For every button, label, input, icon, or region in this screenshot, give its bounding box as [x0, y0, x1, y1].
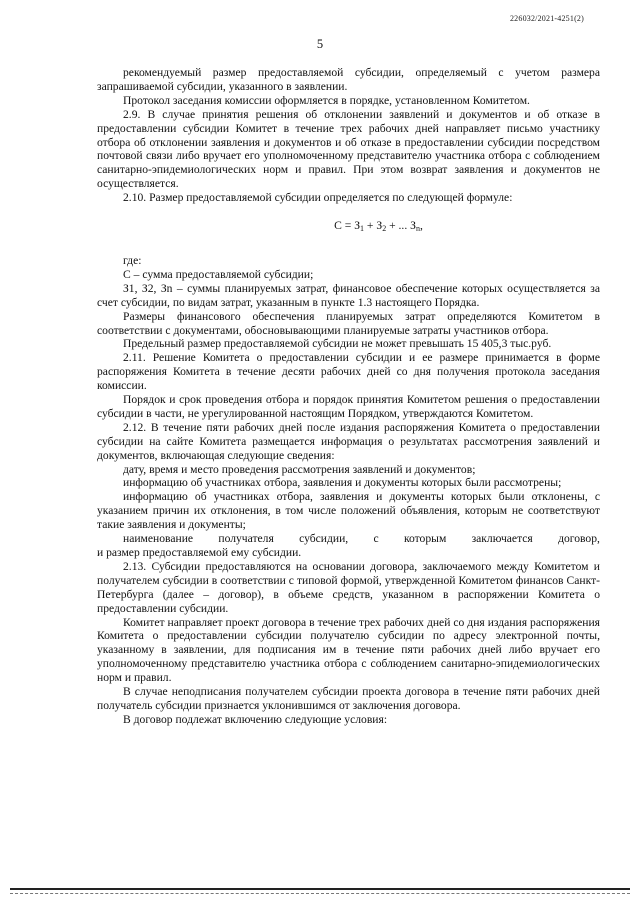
page-number: 5 [316, 37, 324, 51]
paragraph: 2.9. В случае принятия решения об отклонении заявлений и документов и об отказе в предоставлении субсидии Комитет в течение трех рабочих дней направляет письмо участнику отбора об отклонении заявления и документов и об отказе в предоставлении субсидии посредством почтовой связи либо вручает его уполномоченному представителю участника отбора с соблюдением санитарно-эпидемиологических норм и правил. При этом возврат заявления и документов не осуществляется. [97, 107, 600, 191]
word: получателя [218, 532, 274, 546]
paragraph: В случае неподписания получателем субсидии проекта договора в течение пяти рабочих дней получатель субсидии признается уклонившимся от заключения договора. [97, 685, 600, 712]
word: заключается [471, 532, 533, 546]
paragraph: где: [123, 253, 142, 267]
scan-edge-line [10, 893, 630, 894]
paragraph: 2.12. В течение пяти рабочих дней после издания распоряжения Комитета о предоставлении субсидии на сайте Комитета размещается информация о результатах рассмотрения заявлений и документов, включающая следующие сведения: [97, 420, 600, 462]
spread-line [97, 532, 600, 546]
formula-part: + ... З [386, 219, 416, 233]
paragraph-tail: и размер предоставляемой ему субсидии. [97, 546, 302, 559]
scan-edge-line [10, 888, 630, 890]
paragraph: информацию об участниках отбора, заявления и документы которых были рассмотрены; [123, 476, 562, 490]
formula-part: + З [364, 219, 383, 233]
word: с [373, 532, 379, 546]
paragraph: Предельный размер предоставляемой субсидии не может превышать 15 405,3 тыс.руб. [123, 337, 552, 351]
paragraph: Порядок и срок проведения отбора и порядок принятия Комитетом решения о предоставлении субсидии в части, не урегулированной настоящим Порядком, утверждаются Комитетом. [97, 393, 600, 420]
formula-subscript: 1 [360, 224, 365, 234]
document-number: 226032/2021-4251(2) [509, 14, 584, 23]
formula-subscript: 2 [382, 224, 387, 234]
paragraph: 2.10. Размер предоставляемой субсидии определяется по следующей формуле: [123, 191, 513, 205]
word: наименование [123, 532, 194, 546]
formula-part: , [419, 219, 423, 233]
paragraph-recipient [97, 532, 600, 560]
paragraph: рекомендуемый размер предоставляемой субсидии, определяемый с учетом размера запрашиваемой субсидии, указанного в заявлении. [97, 66, 600, 93]
paragraph: Комитет направляет проект договора в течение трех рабочих дней со дня издания распоряжения Комитета о предоставлении субсидии получателю субсидии по адресу электронной почты, указанному в заявлении, для подписания им в течение пяти рабочих дней либо вручает его уполномоченному представителю участника отбора с соблюдением санитарно-эпидемиологических норм и правил. [97, 615, 600, 685]
word: которым [403, 532, 447, 546]
paragraph: З1, З2, Зn – суммы планируемых затрат, финансовое обеспечение которых осуществляется за счет субсидии, по видам затрат, указанным в пункте 1.3 настоящего Порядка. [97, 281, 600, 309]
formula-part: С = З [334, 219, 361, 233]
paragraph: 2.11. Решение Комитета о предоставлении субсидии и ее размере принимается в форме распоряжения Комитета в течение десяти рабочих дней со дня получения протокола заседания комиссии. [97, 351, 600, 393]
word: договор, [558, 532, 600, 546]
formula-subscript: n [415, 224, 420, 234]
paragraph: Протокол заседания комиссии оформляется в порядке, установленном Комитетом. [123, 93, 530, 107]
paragraph: Размеры финансового обеспечения планируемых затрат определяются Комитетом в соответствии с документами, обосновывающими планируемые затраты участников отбора. [97, 309, 600, 337]
word: субсидии, [299, 532, 349, 546]
paragraph: информацию об участниках отбора, заявления и документы которых были отклонены, с указанием причин их отклонения, в том числе положений объявления, которым не соответствуют такие заявления и документы; [97, 490, 600, 532]
paragraph: дату, время и место проведения рассмотрения заявлений и документов; [123, 462, 476, 476]
paragraph: В договор подлежат включению следующие условия: [123, 712, 388, 726]
subsidy-formula [97, 219, 600, 236]
paragraph: 2.13. Субсидии предоставляются на основании договора, заключаемого между Комитетом и получателем субсидии в соответствии с типовой формой, утвержденной Комитетом финансов Санкт-Петербурга (далее – договор), в объеме средств, указанном в распоряжении Комитета о предоставлении субсидии. [97, 559, 600, 615]
document-body [97, 66, 600, 727]
paragraph: С – сумма предоставляемой субсидии; [123, 267, 314, 281]
